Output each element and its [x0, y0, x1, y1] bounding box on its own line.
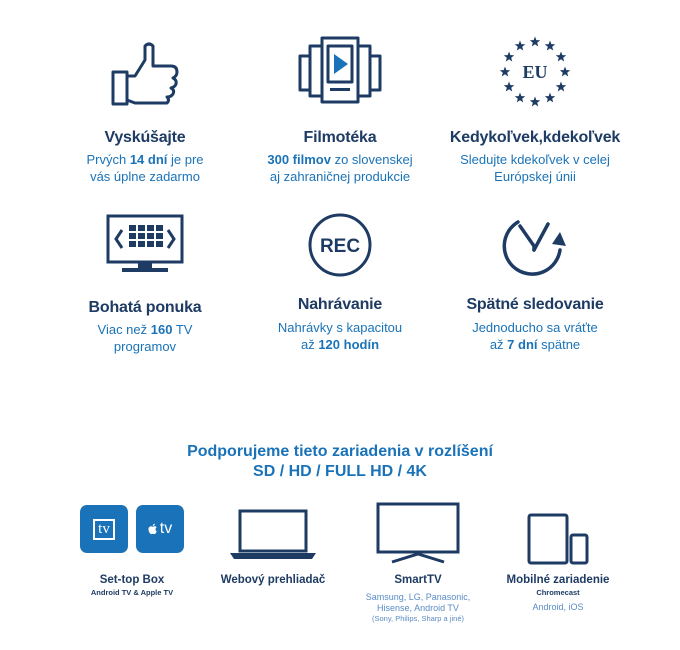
eu-star [515, 92, 525, 102]
support-title [0, 442, 680, 482]
tv-grid-icon [40, 212, 250, 292]
device-title: Set-top Box [99, 574, 165, 586]
tv-badge-icon: tv [80, 505, 128, 553]
support-title-line2: SD / HD / FULL HD / 4K [253, 463, 427, 480]
device-title: SmartTV [394, 574, 442, 586]
feature-title: Filmotéka [303, 129, 377, 146]
eu-star [560, 67, 570, 77]
feature-title: Spätné sledovanie [466, 296, 604, 313]
device-sub-line1: Android, iOS [532, 602, 584, 612]
feature-title: Vyskúšajte [104, 129, 186, 146]
feature-title: Bohatá ponuka [88, 299, 202, 316]
device-sub: Chromecast [536, 588, 580, 597]
device-sub-line3: (Sony, Philips, Sharp a jiné) [372, 614, 464, 623]
feature-desc: Viac než 160 TV programov [97, 322, 193, 354]
rec-icon [235, 210, 445, 290]
film-library-icon [235, 34, 445, 114]
eu-star [545, 41, 555, 51]
feature-desc: Jednoducho sa vráťte až 7 dní spätne [472, 320, 598, 352]
eu-star [556, 52, 566, 62]
feature-desc: 300 filmov zo slovenskej aj zahraničnej produkcie [267, 152, 413, 184]
eu-star [515, 41, 525, 51]
svg-text:EU: EU [522, 62, 548, 82]
eu-star [504, 52, 514, 62]
feature-desc: Sledujte kdekoľvek v celej Európskej únii [460, 152, 610, 184]
feature-title: Kedykoľvek,kdekoľvek [449, 129, 621, 146]
replay-clock-icon [430, 208, 640, 288]
eu-star [504, 82, 514, 92]
eu-stars-icon [430, 34, 640, 114]
device-sub-line2: Hisense, Android TV [377, 603, 459, 613]
smart-tv-icon [374, 502, 462, 569]
feature-desc: Prvých 14 dní je pre vás úplne zadarmo [86, 152, 204, 184]
eu-star [530, 97, 540, 107]
feature-title: Nahrávanie [297, 296, 383, 313]
support-title-line1: Podporujeme tieto zariadenia v rozlíšení [187, 443, 493, 460]
svg-text:REC: REC [319, 236, 361, 257]
feature-desc: Nahrávky s kapacitou až 120 hodín [277, 320, 403, 352]
device-sub-line1: Samsung, LG, Panasonic, [365, 592, 471, 602]
eu-star [500, 67, 510, 77]
laptop-icon [228, 509, 318, 566]
device-sub: Android TV & Apple TV [90, 588, 174, 597]
apple-tv-badge-icon: tv [136, 505, 184, 553]
eu-star [556, 82, 566, 92]
eu-star [545, 92, 555, 102]
device-title: Webový prehliadač [220, 574, 326, 586]
eu-star [530, 37, 540, 47]
thumbs-up-icon [40, 38, 250, 118]
tablet-phone-icon [527, 513, 589, 572]
device-title: Mobilné zariadenie [506, 574, 610, 586]
